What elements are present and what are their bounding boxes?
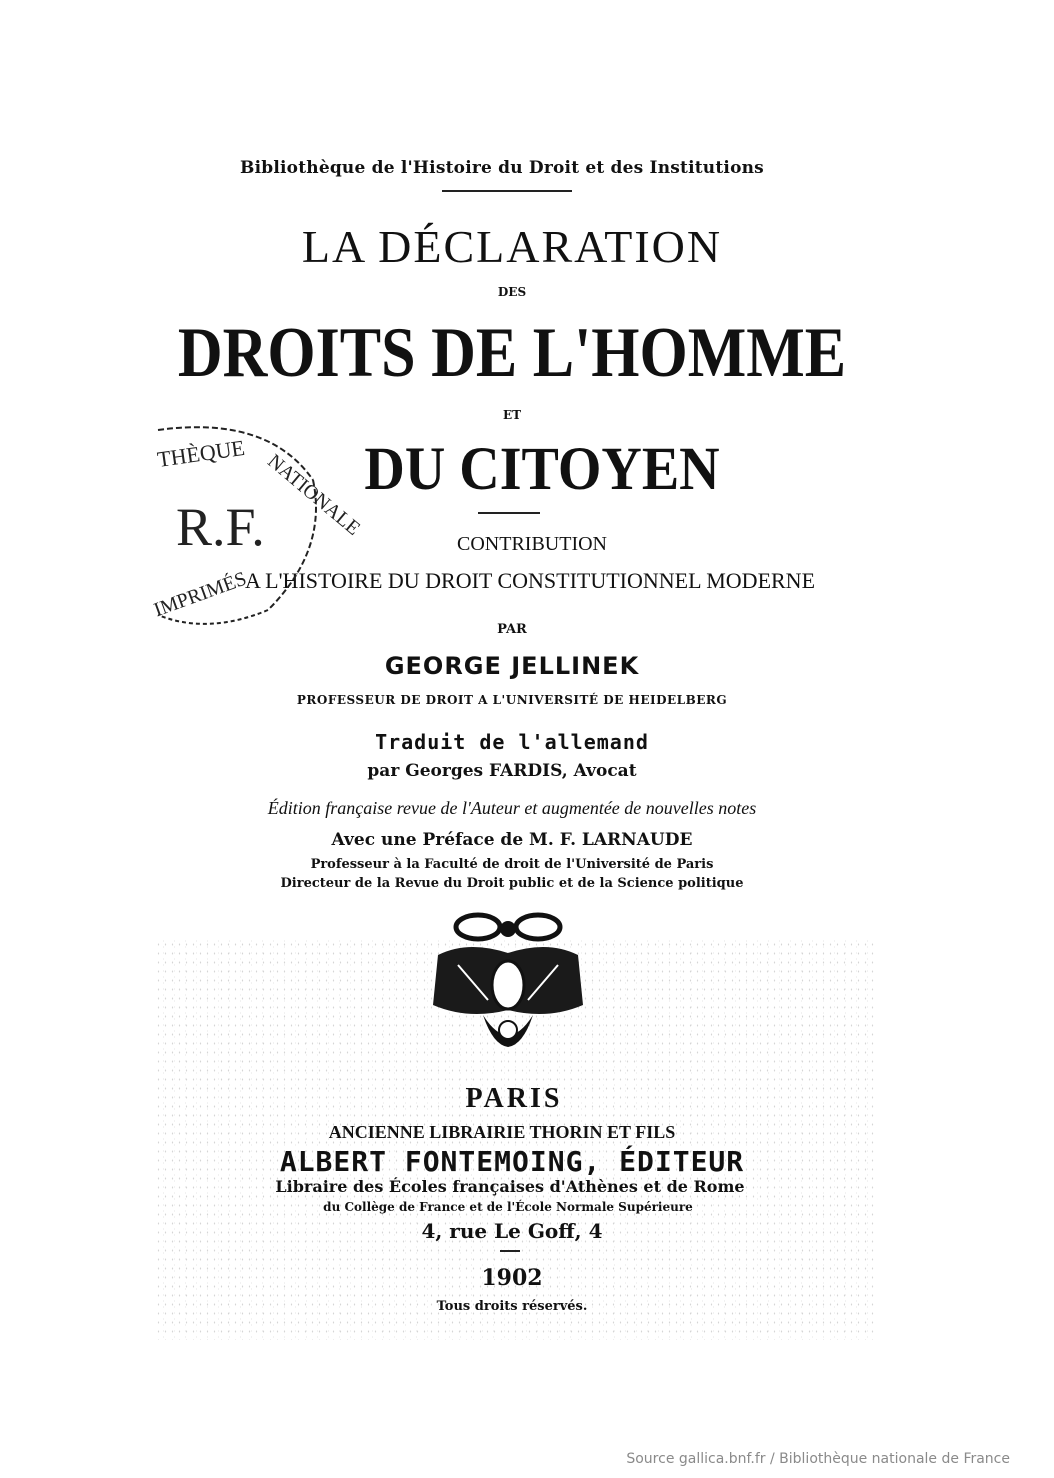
translation-line-2: par Georges FARDIS, Avocat — [367, 761, 637, 781]
title-et: ET — [502, 408, 522, 422]
title-line-1: LA DÉCLARATION — [301, 221, 723, 272]
title-line-2: DROITS DE L'HOMME — [177, 313, 847, 393]
author-name: GEORGE JELLINEK — [384, 652, 640, 680]
author-par: PAR — [497, 622, 527, 637]
publisher-address: 4, rue Le Goff, 4 — [421, 1219, 603, 1243]
stamp-center: R.F. — [176, 497, 265, 557]
edition-note: Édition française revue de l'Auteur et augmentée de nouvelles notes — [267, 798, 757, 818]
title-rule — [478, 512, 540, 514]
svg-text:IMPRIMÉS: IMPRIMÉS — [151, 567, 250, 622]
publisher-line-2: ALBERT FONTEMOING, ÉDITEUR — [279, 1145, 745, 1178]
publisher-line-3: Libraire des Écoles françaises d'Athènes et de Rome — [275, 1177, 745, 1196]
publication-year: 1902 — [481, 1265, 543, 1291]
title-line-3: DU CITOYEN — [364, 434, 720, 504]
series-title: Bibliothèque de l'Histoire du Droit et des Institutions — [240, 158, 764, 178]
subtitle-line-1: CONTRIBUTION — [457, 533, 607, 555]
preface-line-2: Professeur à la Faculté de droit de l'Université de Paris — [310, 857, 714, 872]
subtitle-line-2: A L'HISTOIRE DU DROIT CONSTITUTIONNEL MODERNE — [244, 568, 816, 593]
series-rule — [442, 190, 572, 192]
rights-notice: Tous droits réservés. — [436, 1299, 588, 1314]
publisher-line-4: du Collège de France et de l'École Normale Supérieure — [323, 1200, 693, 1214]
title-des: DES — [497, 285, 527, 299]
library-stamp-icon — [148, 420, 365, 630]
publisher-city: PARIS — [465, 1083, 563, 1114]
address-rule — [500, 1250, 520, 1252]
publisher-ornament-icon — [428, 905, 588, 1060]
preface-line-1: Avec une Préface de M. F. LARNAUDE — [331, 830, 693, 850]
svg-text:NATIONALE: NATIONALE — [263, 450, 365, 540]
author-role: PROFESSEUR DE DROIT A L'UNIVERSITÉ DE HEIDELBERG — [296, 693, 728, 707]
source-credit: Source gallica.bnf.fr / Bibliothèque nationale de France — [626, 1451, 1010, 1467]
svg-text:THÈQUE: THÈQUE — [155, 434, 247, 472]
publisher-line-1: ANCIENNE LIBRAIRIE THORIN ET FILS — [328, 1122, 676, 1142]
preface-line-3: Directeur de la Revue du Droit public et de la Science politique — [280, 876, 744, 891]
translation-line-1: Traduit de l'allemand — [375, 730, 649, 754]
